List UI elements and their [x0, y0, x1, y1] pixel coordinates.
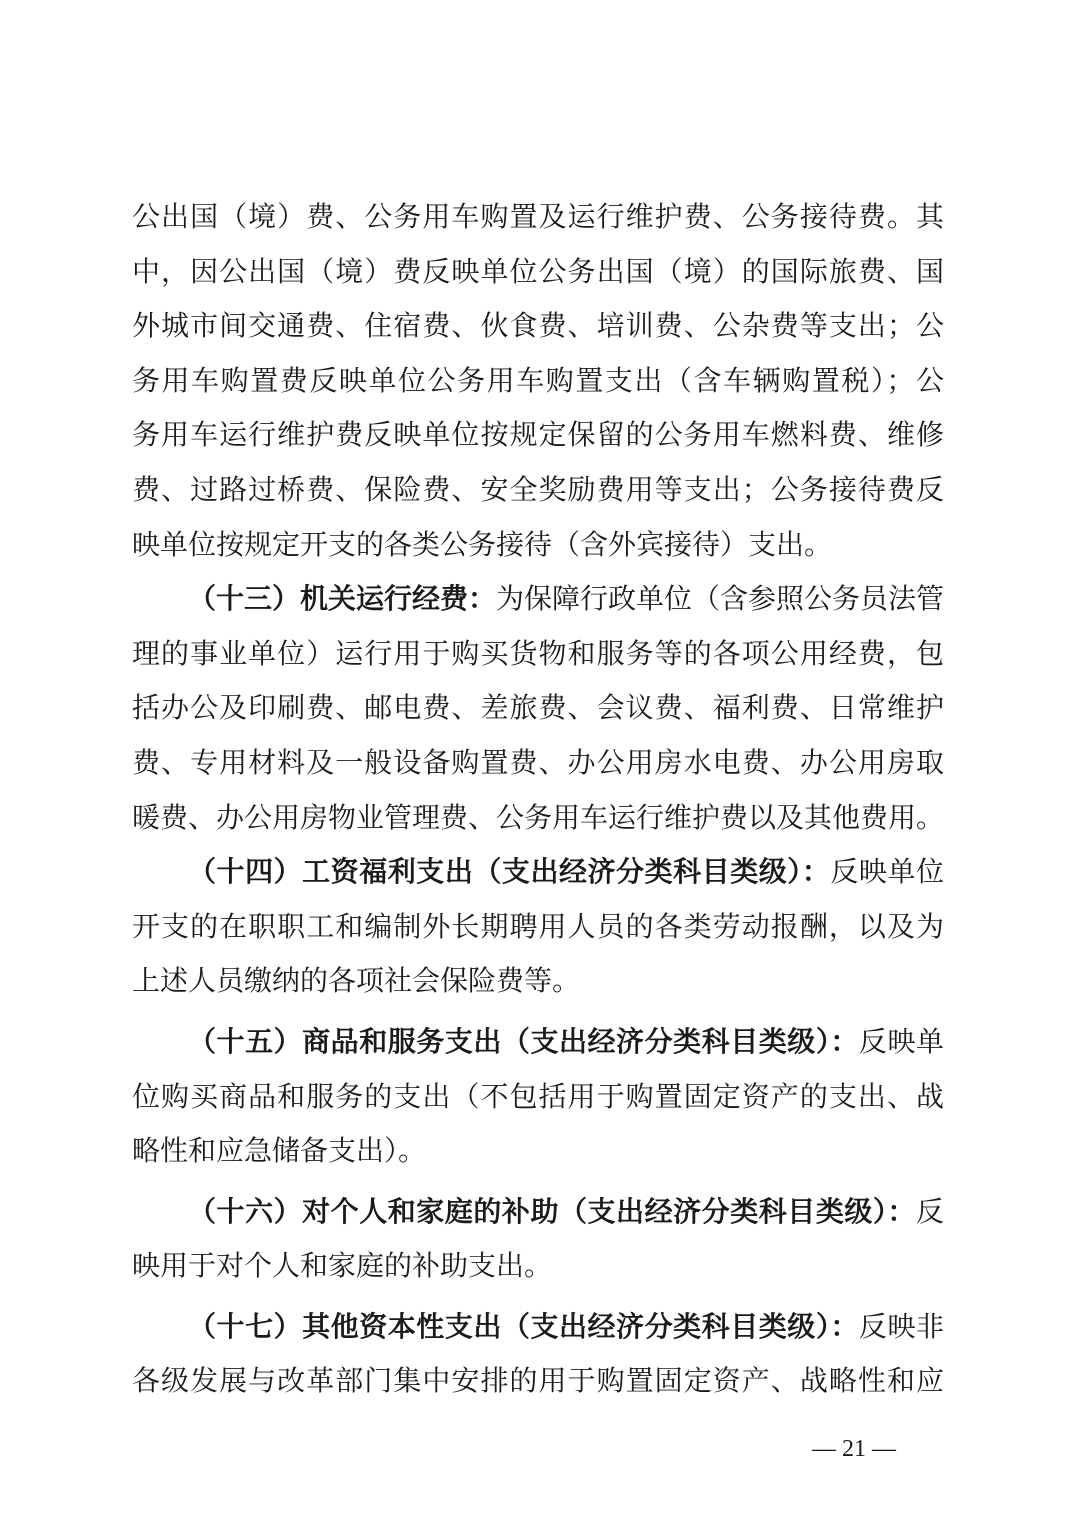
section-heading: （十六）对个人和家庭的补助（支出经济分类科目类级）： [188, 1194, 916, 1228]
text-line: 中，因公出国（境）费反映单位公务出国（境）的国际旅费、国 [132, 254, 944, 288]
text-line: 务用车运行维护费反映单位按规定保留的公务用车燃料费、维修 [132, 418, 944, 452]
text-line: 务用车购置费反映单位公务用车购置支出（含车辆购置税）；公 [132, 363, 944, 397]
section-heading: （十七）其他资本性支出（支出经济分类科目类级）： [188, 1309, 859, 1343]
paragraph-first-line [132, 1300, 944, 1355]
text-span: 反映单 [858, 1024, 944, 1058]
text-line: 各级发展与改革部门集中安排的用于购置固定资产、战略性和应 [132, 1364, 944, 1398]
section-heading: （十三）机关运行经费： [188, 582, 497, 616]
text-line: 费、专用材料及一般设备购置费、办公用房水电费、办公用房取 [132, 745, 944, 779]
text-line: 映用于对个人和家庭的补助支出。 [132, 1249, 553, 1283]
paragraph-public-expenses-continued [132, 190, 944, 572]
paragraph-other-capital [132, 1300, 944, 1409]
text-line: 位购买商品和服务的支出（不包括用于购置固定资产的支出、战 [132, 1079, 944, 1113]
text-line: 理的事业单位）运行用于购买货物和服务等的各项公用经费，包 [132, 636, 944, 670]
paragraph-wages-benefits [132, 845, 944, 1009]
text-line: 映单位按规定开支的各类公务接待（含外宾接待）支出。 [132, 527, 833, 561]
paragraph-first-line [132, 1185, 944, 1240]
text-span: 反映单位 [830, 855, 944, 889]
section-heading: （十五）商品和服务支出（支出经济分类科目类级）： [188, 1024, 859, 1058]
paragraph-household-subsidies [132, 1185, 944, 1294]
document-body [132, 190, 944, 1409]
text-line: 暖费、办公用房物业管理费、公务用车运行维护费以及其他费用。 [132, 800, 945, 834]
paragraph-first-line [132, 1015, 944, 1070]
section-heading: （十四）工资福利支出（支出经济分类科目类级）： [188, 855, 831, 889]
text-line: 略性和应急储备支出）。 [132, 1134, 427, 1168]
paragraph-goods-services [132, 1015, 944, 1179]
text-line: 外城市间交通费、住宿费、伙食费、培训费、公杂费等支出；公 [132, 309, 944, 343]
text-span: 反 [915, 1194, 944, 1228]
text-line: 括办公及印刷费、邮电费、差旅费、会议费、福利费、日常维护 [132, 691, 944, 725]
paragraph-first-line [132, 845, 944, 900]
paragraph-first-line [132, 572, 944, 627]
text-line: 公出国（境）费、公务用车购置及运行维护费、公务接待费。其 [132, 200, 944, 233]
page-number: — 21 — [812, 1436, 896, 1462]
text-span: 为保障行政单位（含参照公务员法管 [496, 582, 945, 616]
text-line: 费、过路过桥费、保险费、安全奖励费用等支出；公务接待费反 [132, 472, 944, 506]
paragraph-operating-funds [132, 572, 944, 845]
text-line: 上述人员缴纳的各项社会保险费等。 [132, 964, 581, 998]
text-span: 反映非 [858, 1309, 944, 1343]
text-line: 开支的在职职工和编制外长期聘用人员的各类劳动报酬，以及为 [132, 909, 944, 943]
